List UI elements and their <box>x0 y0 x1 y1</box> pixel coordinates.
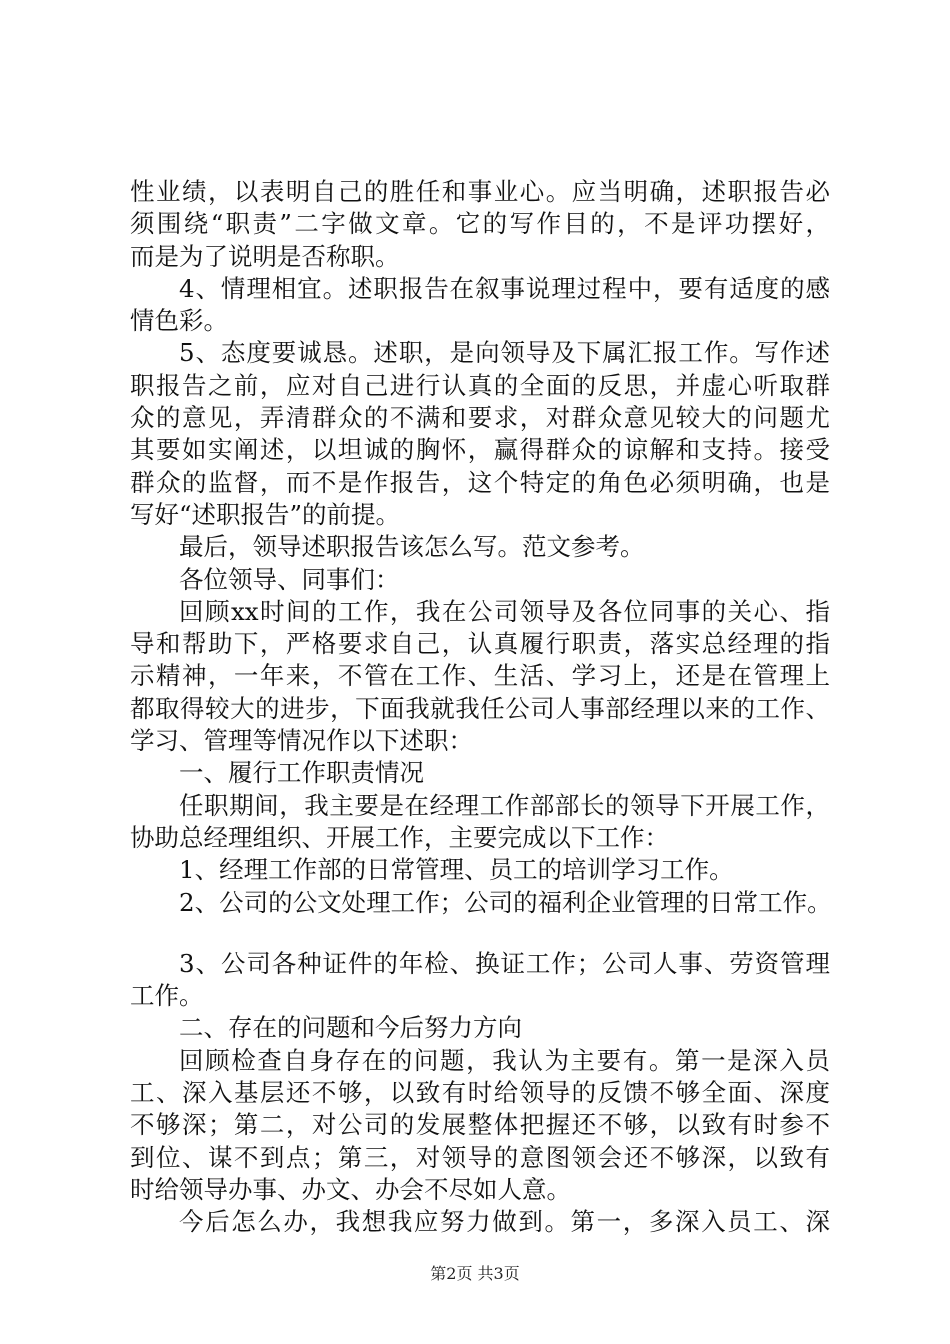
text-line: 5、态度要诚恳。述职，是向领导及下属汇报工作。写作述 <box>179 338 830 368</box>
text-line: 4、情理相宜。述职报告在叙事说理过程中，要有适度的感 <box>179 273 830 303</box>
text-line: 情色彩。 <box>130 306 228 336</box>
paragraph-gap <box>130 919 830 948</box>
text-line: 回顾检查自身存在的问题，我认为主要有。第一是深入员 <box>179 1045 830 1075</box>
page-footer: 第2页 共3页 <box>430 1264 520 1283</box>
text-line: 最后，领导述职报告该怎么写。范文参考。 <box>179 532 645 562</box>
text-line: 职报告之前，应对自己进行认真的全面的反思，并虚心听取群 <box>130 370 830 400</box>
text-line: 不够深；第二，对公司的发展整体把握还不够，以致有时参不 <box>130 1110 830 1140</box>
text-line: 时给领导办事、办文、办会不尽如人意。 <box>130 1174 571 1204</box>
text-line: 导和帮助下，严格要求自己，认真履行职责，落实总经理的指 <box>130 629 830 659</box>
text-line: 而是为了说明是否称职。 <box>130 241 400 271</box>
text-line: 协助总经理组织、开展工作，主要完成以下工作： <box>130 822 669 852</box>
text-line: 写好“述职报告”的前提。 <box>130 499 401 529</box>
text-line: 1、经理工作部的日常管理、员工的培训学习工作。 <box>179 855 734 885</box>
text-line: 其要如实阐述，以坦诚的胸怀，赢得群众的谅解和支持。接受 <box>130 435 830 465</box>
text-line: 群众的监督，而不是作报告，这个特定的角色必须明确，也是 <box>130 467 830 497</box>
section-heading: 一、履行工作职责情况 <box>179 758 424 788</box>
text-line: 示精神，一年来，不管在工作、生活、学习上，还是在管理上 <box>130 661 830 691</box>
text-line: 到位、谋不到点；第三，对领导的意图领会还不够深，以致有 <box>130 1142 830 1172</box>
text-line: 任职期间，我主要是在经理工作部部长的领导下开展工作， <box>179 790 830 820</box>
text-line: 工、深入基层还不够，以致有时给领导的反馈不够全面、深度 <box>130 1078 830 1108</box>
text-line: 性业绩，以表明自己的胜任和事业心。应当明确，述职报告必 <box>130 177 830 206</box>
text-line: 学习、管理等情况作以下述职： <box>130 726 473 756</box>
document-body <box>130 176 830 1239</box>
text-line: 3、公司各种证件的年检、换证工作；公司人事、劳资管理 <box>179 948 830 978</box>
text-line: 今后怎么办，我想我应努力做到。第一，多深入员工、深 <box>179 1207 830 1237</box>
text-line: 2、公司的公文处理工作；公司的福利企业管理的日常工作。 <box>179 887 832 917</box>
text-line: 都取得较大的进步，下面我就我任公司人事部经理以来的工作、 <box>130 693 830 723</box>
text-line: 工作。 <box>130 981 204 1011</box>
text-line: 众的意见，弄清群众的不满和要求，对群众意见较大的问题尤 <box>130 403 830 433</box>
text-line: 各位领导、同事们： <box>179 564 400 594</box>
text-line: 回顾xx时间的工作，我在公司领导及各位同事的关心、指 <box>179 596 830 626</box>
text-line: 须围绕“职责”二字做文章。它的写作目的，不是评功摆好， <box>130 209 830 239</box>
section-heading: 二、存在的问题和今后努力方向 <box>179 1013 522 1043</box>
